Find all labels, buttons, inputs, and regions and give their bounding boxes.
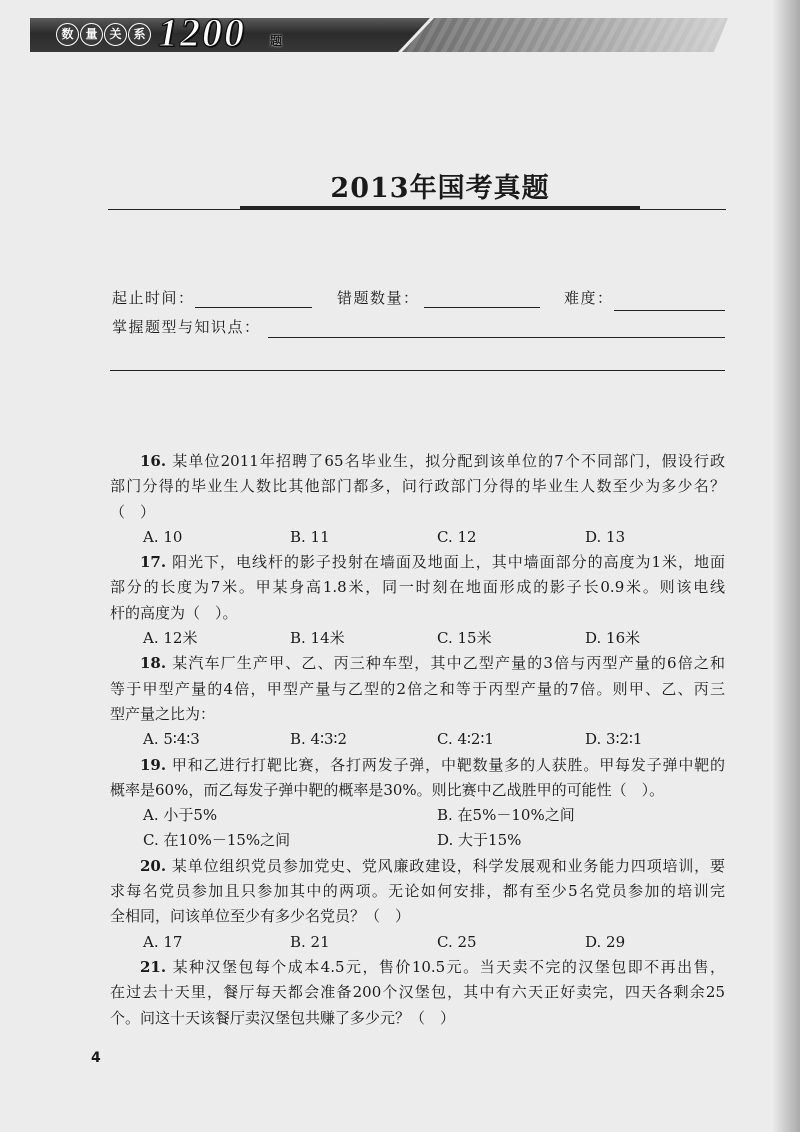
question-text-line (110, 778, 725, 803)
question-text: 某单位组织党员参加党史、党风廉政建设，科学发展观和业务能力四项培训，要 (171, 856, 725, 875)
question-text: 部门分得的毕业生人数比其他部门都多，问行政部门分得的毕业生人数至少为多少名？ (110, 477, 725, 496)
question-text-line (110, 1006, 725, 1031)
series-number: 1200 (158, 10, 246, 55)
option-c: C. 15米 (437, 629, 492, 648)
question-20 (110, 854, 725, 955)
title-rule (108, 209, 726, 210)
record-rule (110, 370, 725, 371)
option-d: D. 大于15% (437, 831, 522, 850)
option-b: B. 4∶3∶2 (290, 730, 347, 749)
question-text: 概率是60%，而乙每发子弹中靶的概率是30%。则比赛中乙战胜甲的可能性（ ）。 (110, 780, 665, 799)
option-d: D. 13 (585, 527, 626, 546)
question-21 (110, 955, 725, 1031)
question-text: 等于甲型产量的4倍，甲型产量与乙型的2倍之和等于丙型产量的7倍。则甲、乙、丙三 (110, 679, 725, 698)
option-row (110, 803, 725, 828)
option-row (110, 828, 725, 853)
option-b: B. 21 (290, 932, 330, 951)
title-rule-accent (240, 206, 640, 209)
question-text-line (110, 702, 725, 727)
question-text-line (110, 474, 725, 499)
option-c: C. 12 (437, 527, 477, 546)
series-title (56, 23, 151, 46)
question-number: 21. (140, 957, 167, 976)
question-text: 甲和乙进行打靶比赛，各打两发子弹，中靶数量多的人获胜。甲每发子弹中靶的 (171, 755, 725, 774)
start-end-time-blank (195, 307, 312, 308)
option-a: A. 12米 (143, 629, 198, 648)
option-row (110, 626, 725, 651)
question-18 (110, 651, 725, 752)
question-text-line (110, 854, 725, 879)
option-d: D. 16米 (585, 629, 641, 648)
question-text-line (110, 879, 725, 904)
option-c: C. 4∶2∶1 (437, 730, 494, 749)
question-number: 16. (140, 452, 167, 470)
option-d: D. 3∶2∶1 (585, 730, 643, 749)
question-number: 18. (140, 654, 167, 673)
question-text-line (110, 980, 725, 1005)
start-end-time-label: 起止时间： (112, 289, 195, 307)
series-char-circle: 数 (56, 23, 79, 46)
banner-light-band (402, 18, 728, 52)
question-19 (110, 753, 725, 854)
question-list (110, 449, 725, 1031)
question-number: 17. (140, 553, 167, 572)
question-text-line (110, 753, 725, 778)
question-text: 在过去十天里，餐厅每天都会准备200个汉堡包，其中有六天正好卖完，四天各剩余25 (110, 983, 725, 1002)
question-text: 某汽车厂生产甲、乙、丙三种车型，其中乙型产量的3倍与丙型产量的6倍之和 (171, 654, 725, 673)
page-number: 4 (91, 1050, 101, 1066)
question-text: 型产量之比为： (110, 704, 216, 723)
question-number: 19. (140, 755, 167, 774)
question-text: 阳光下，电线杆的影子投射在墙面及地面上，其中墙面部分的高度为1米，地面 (171, 553, 725, 572)
question-16 (110, 449, 725, 550)
option-a: A. 17 (143, 932, 183, 951)
option-b: B. 14米 (290, 629, 345, 648)
series-suffix: 题 (270, 34, 283, 48)
option-a: A. 小于5% (143, 806, 218, 825)
question-text: 杆的高度为（ ）。 (110, 603, 238, 622)
option-a: A. 10 (143, 527, 183, 546)
question-text-line (110, 955, 725, 980)
option-row (110, 525, 725, 550)
question-text-line (110, 651, 725, 676)
knowledge-points-blank (268, 337, 725, 338)
option-a: A. 5∶4∶3 (143, 730, 200, 749)
difficulty-blank (614, 310, 725, 311)
question-text: 某种汉堡包每个成本4.5元，售价10.5元。当天卖不完的汉堡包即不再出售， (171, 957, 725, 976)
wrong-count-label: 错题数量： (337, 289, 420, 307)
option-row (110, 930, 725, 955)
question-text: 求每名党员参加且只参加其中的两项。无论如何安排，都有至少5名党员参加的培训完 (110, 882, 725, 901)
series-char-circle: 量 (80, 23, 103, 46)
question-number: 20. (140, 856, 167, 875)
wrong-count-blank (424, 307, 540, 308)
option-c: C. 在10%－15%之间 (143, 831, 291, 850)
option-d: D. 29 (585, 932, 626, 951)
question-17 (110, 550, 725, 651)
question-text: 全相同，问该单位至少有多少名党员？（ ） (110, 907, 411, 926)
question-text-line (110, 449, 725, 474)
difficulty-label: 难度： (564, 289, 614, 307)
option-c: C. 25 (437, 932, 477, 951)
series-char-circle: 关 (104, 23, 127, 46)
header-banner (0, 0, 800, 60)
question-text: 部分的长度为7米。甲某身高1.8米，同一时刻在地面形成的影子长0.9米。则该电线 (110, 578, 725, 597)
question-text-line (110, 904, 725, 929)
knowledge-points-label: 掌握题型与知识点： (112, 318, 261, 336)
question-text-line (110, 677, 725, 702)
page-edge-shadow (772, 0, 800, 1132)
question-text-line (110, 575, 725, 600)
option-b: B. 11 (290, 527, 330, 546)
question-text-line (110, 601, 725, 626)
question-text: 个。问这十天该餐厅卖汉堡包共赚了多少元？（ ） (110, 1008, 456, 1027)
series-char-circle: 系 (128, 23, 151, 46)
page-title: 2013年国考真题 (330, 173, 550, 204)
option-b: B. 在5%－10%之间 (437, 806, 575, 825)
option-row (110, 727, 725, 752)
question-text: （ ） (110, 502, 156, 521)
question-text-line (110, 500, 725, 525)
question-text-line (110, 550, 725, 575)
question-text: 某单位2011年招聘了65名毕业生，拟分配到该单位的7个不同部门，假设行政 (171, 452, 725, 470)
